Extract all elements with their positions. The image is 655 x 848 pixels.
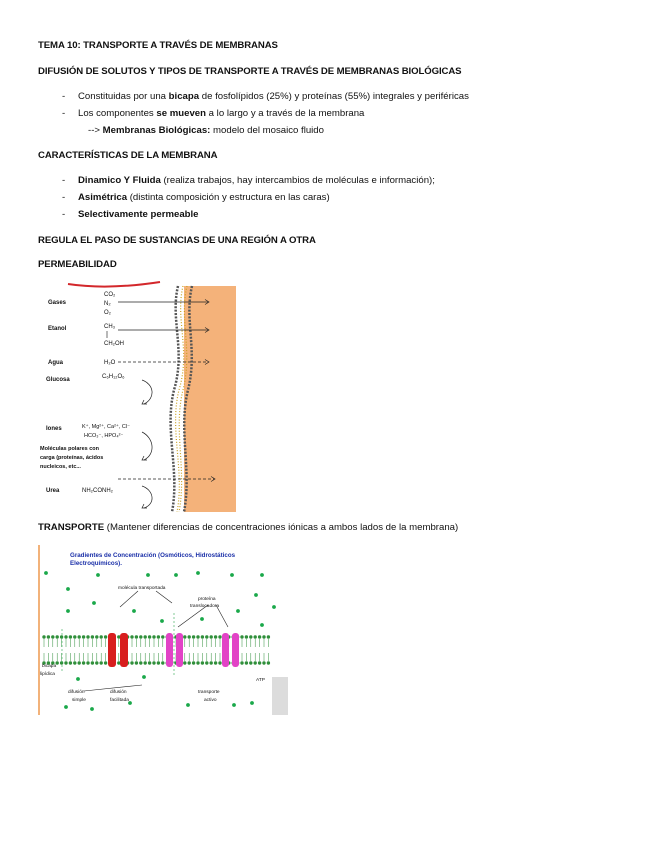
section-heading-regula: REGULA EL PASO DE SUSTANCIAS DE UNA REGIÓN A OTRA (38, 235, 316, 246)
item-bold: Selectivamente permeable (78, 209, 199, 220)
lipid-head (100, 661, 103, 664)
label-difusion-facilitada-1: difusión (110, 690, 127, 695)
lipid-head (157, 661, 160, 664)
lipid-head (86, 635, 89, 638)
label-difusion-simple-1: difusión (68, 690, 85, 695)
page-title: TEMA 10: TRANSPORTE A TRAVÉS DE MEMBRANAS (38, 40, 278, 51)
formula-ch3: CH₃ (104, 324, 116, 330)
lipid-head (64, 661, 67, 664)
formula-iones-1: K⁺, Mg²⁺, Ca²⁺, Cl⁻ (82, 424, 130, 430)
lipid-head (254, 661, 257, 664)
formula-ch2oh: CH₂OH (104, 341, 124, 347)
lipid-head (135, 661, 138, 664)
molecule-dot (236, 609, 240, 613)
lipid-head (117, 635, 120, 638)
label-polares-2: carga (proteínas, ácidos (40, 455, 104, 461)
lipid-head (210, 661, 213, 664)
molecule-dot (160, 619, 164, 623)
transport-figure (38, 545, 288, 715)
list-item (78, 175, 435, 186)
molecule-dot (272, 605, 276, 609)
lipid-head (135, 635, 138, 638)
lipid-head (218, 635, 221, 638)
label-agua: Agua (48, 360, 63, 366)
gradient-title-2: Electroquímicos). (70, 560, 122, 567)
item-bold: bicapa (168, 91, 200, 102)
lipid-head (249, 661, 252, 664)
lipid-head (152, 661, 155, 664)
lipid-head (130, 635, 133, 638)
molecule-dot (146, 573, 150, 577)
molecule-dot (66, 587, 70, 591)
lipid-head (152, 635, 155, 638)
lipid-head (205, 635, 208, 638)
lipid-head (78, 635, 81, 638)
molecule-dot (200, 617, 204, 621)
lipid-head (196, 661, 199, 664)
pump-protein-left (222, 633, 229, 667)
list-item (78, 91, 469, 102)
lipid-head (69, 635, 72, 638)
molecule-dot (66, 609, 70, 613)
list-item (78, 192, 330, 203)
lipid-head (267, 635, 270, 638)
lipid-head (100, 635, 103, 638)
section-heading-transporte (38, 522, 458, 533)
molecule-dot (260, 573, 264, 577)
bullet-dash: - (62, 175, 66, 186)
lipid-head (117, 661, 120, 664)
item-text: (distinta composición y estructura en las caras) (127, 192, 330, 203)
molecule-dot (96, 573, 100, 577)
item-text: modelo del mosaico fluido (210, 125, 324, 136)
lipid-head (214, 635, 217, 638)
lipid-head (73, 661, 76, 664)
lipid-head (104, 661, 107, 664)
lipid-head (51, 635, 54, 638)
molecule-dot (186, 703, 190, 707)
permeability-figure (38, 280, 238, 512)
item-text: de fosfolípidos (25%) y proteínas (55%) integrales y periféricas (199, 91, 469, 102)
lipid-head (91, 661, 94, 664)
bullet-dash: - (62, 209, 66, 220)
lipid-head (104, 635, 107, 638)
lipid-head (139, 635, 142, 638)
formula-glucosa: C₆H₁₂O₆ (102, 374, 125, 380)
lipid-head (188, 661, 191, 664)
channel-protein-right (120, 633, 128, 667)
lipid-head (47, 635, 50, 638)
lipid-head (249, 635, 252, 638)
molecule-dot (142, 675, 146, 679)
molecule-dot (132, 609, 136, 613)
lipid-head (148, 635, 151, 638)
molecule-dot (196, 571, 200, 575)
transporte-bold: TRANSPORTE (38, 522, 105, 533)
lipid-head (240, 661, 243, 664)
molecule-dot (254, 593, 258, 597)
lipid-head (240, 635, 243, 638)
lipid-head (60, 661, 63, 664)
item-bold: Dinamico Y Fluida (78, 175, 161, 186)
lipid-head (148, 661, 151, 664)
item-bold: Asimétrica (78, 192, 128, 203)
lipid-head (56, 635, 59, 638)
list-item (78, 108, 364, 119)
molecule-dot (230, 573, 234, 577)
lipid-head (161, 661, 164, 664)
lipid-head (201, 661, 204, 664)
label-difusion-simple-2: simple (72, 698, 86, 703)
lipid-head (245, 661, 248, 664)
lipid-head (205, 661, 208, 664)
lipid-head (267, 661, 270, 664)
label-transporte-activo-1: transporte (198, 690, 220, 695)
lipid-head (183, 661, 186, 664)
lipid-head (161, 635, 164, 638)
formula-urea: NH₂CONH₂ (82, 488, 113, 494)
lipid-head (214, 661, 217, 664)
lipid-head (60, 635, 63, 638)
section-heading-difusion: DIFUSIÓN DE SOLUTOS Y TIPOS DE TRANSPORTE A TRAVÉS DE MEMBRANAS BIOLÓGICAS (38, 66, 462, 77)
arrow-text: --> (88, 125, 103, 136)
molecule-dot (232, 703, 236, 707)
lipid-head (91, 635, 94, 638)
label-etanol: Etanol (48, 326, 67, 332)
label-gases: Gases (48, 300, 67, 306)
gray-tab (272, 677, 288, 715)
lipid-head (201, 635, 204, 638)
molecule-dot (92, 601, 96, 605)
label-polares-1: Moléculas polares con (40, 446, 99, 452)
lipid-head (196, 635, 199, 638)
carrier-protein-left (166, 633, 173, 667)
lipid-head (157, 635, 160, 638)
pump-protein-right (232, 633, 239, 667)
lipid-head (130, 661, 133, 664)
label-glucosa: Glucosa (46, 377, 70, 383)
molecule-dot (174, 573, 178, 577)
molecule-dot (64, 705, 68, 709)
lipid-head (95, 635, 98, 638)
label-urea: Urea (46, 488, 60, 494)
label-molecula-transportada: molécula transportada (118, 586, 166, 591)
label-proteina: proteína (198, 597, 216, 602)
lipid-head (245, 635, 248, 638)
outside-region (184, 286, 236, 512)
lipid-head (262, 661, 265, 664)
label-polares-3: nucleicos, etc... (40, 464, 81, 470)
lipid-head (78, 661, 81, 664)
bullet-dash: - (62, 108, 66, 119)
label-iones: Iones (46, 426, 62, 432)
molecule-dot (90, 707, 94, 711)
lipid-head (258, 661, 261, 664)
lipid-head (192, 635, 195, 638)
formula-h2o: H₂O (104, 360, 116, 366)
sub-item (88, 125, 324, 136)
molecule-dot (260, 623, 264, 627)
label-difusion-facilitada-2: facilitada (110, 698, 129, 703)
bullet-dash: - (62, 192, 66, 203)
lipid-head (183, 635, 186, 638)
molecule-dot (250, 701, 254, 705)
formula-iones-2: HCO₃⁻, HPO₄²⁻ (84, 433, 124, 439)
formula-co2: CO₂ (104, 292, 116, 298)
transporte-note: (Mantener diferencias de concentraciones iónicas a ambos lados de la membrana) (104, 522, 459, 533)
lipid-head (73, 635, 76, 638)
item-bold: Membranas Biológicas: (102, 125, 211, 136)
lipid-head (192, 661, 195, 664)
list-item (78, 209, 199, 220)
lipid-head (254, 635, 257, 638)
lipid-head (258, 635, 261, 638)
lipid-head (210, 635, 213, 638)
lipid-head (262, 635, 265, 638)
lipid-head (69, 661, 72, 664)
gradient-title-1: Gradientes de Concentración (Osmóticos, Hidrostáticos (70, 552, 236, 559)
formula-n2: N₂ (104, 301, 111, 307)
label-transporte-activo-2: activo (204, 698, 217, 703)
item-bold: se mueven (156, 108, 207, 119)
lipid-head (218, 661, 221, 664)
lipid-head (95, 661, 98, 664)
label-bicapa: bicapa (42, 664, 57, 669)
lipid-head (42, 635, 45, 638)
molecule-dot (44, 571, 48, 575)
item-text: (realiza trabajos, hay intercambios de moléculas e información); (160, 175, 435, 186)
lipid-head (144, 635, 147, 638)
lipid-head (139, 661, 142, 664)
formula-o2: O₂ (104, 310, 111, 316)
lipid-head (82, 635, 85, 638)
carrier-protein-right (176, 633, 183, 667)
item-text: Los componentes (78, 108, 157, 119)
lipid-head (86, 661, 89, 664)
label-atp: ATP (256, 678, 265, 683)
label-translocadora: translocadora (190, 604, 220, 609)
lipid-head (82, 661, 85, 664)
molecule-dot (76, 677, 80, 681)
bullet-dash: - (62, 91, 66, 102)
item-text: Constituidas por una (78, 91, 169, 102)
channel-protein-left (108, 633, 116, 667)
section-heading-caracteristicas: CARACTERÍSTICAS DE LA MEMBRANA (38, 150, 218, 161)
lipid-head (64, 635, 67, 638)
section-heading-permeabilidad: PERMEABILIDAD (38, 259, 117, 270)
item-text: a lo largo y a través de la membrana (206, 108, 365, 119)
lipid-head (188, 635, 191, 638)
label-lipidica: lipídica (40, 672, 55, 677)
lipid-head (144, 661, 147, 664)
